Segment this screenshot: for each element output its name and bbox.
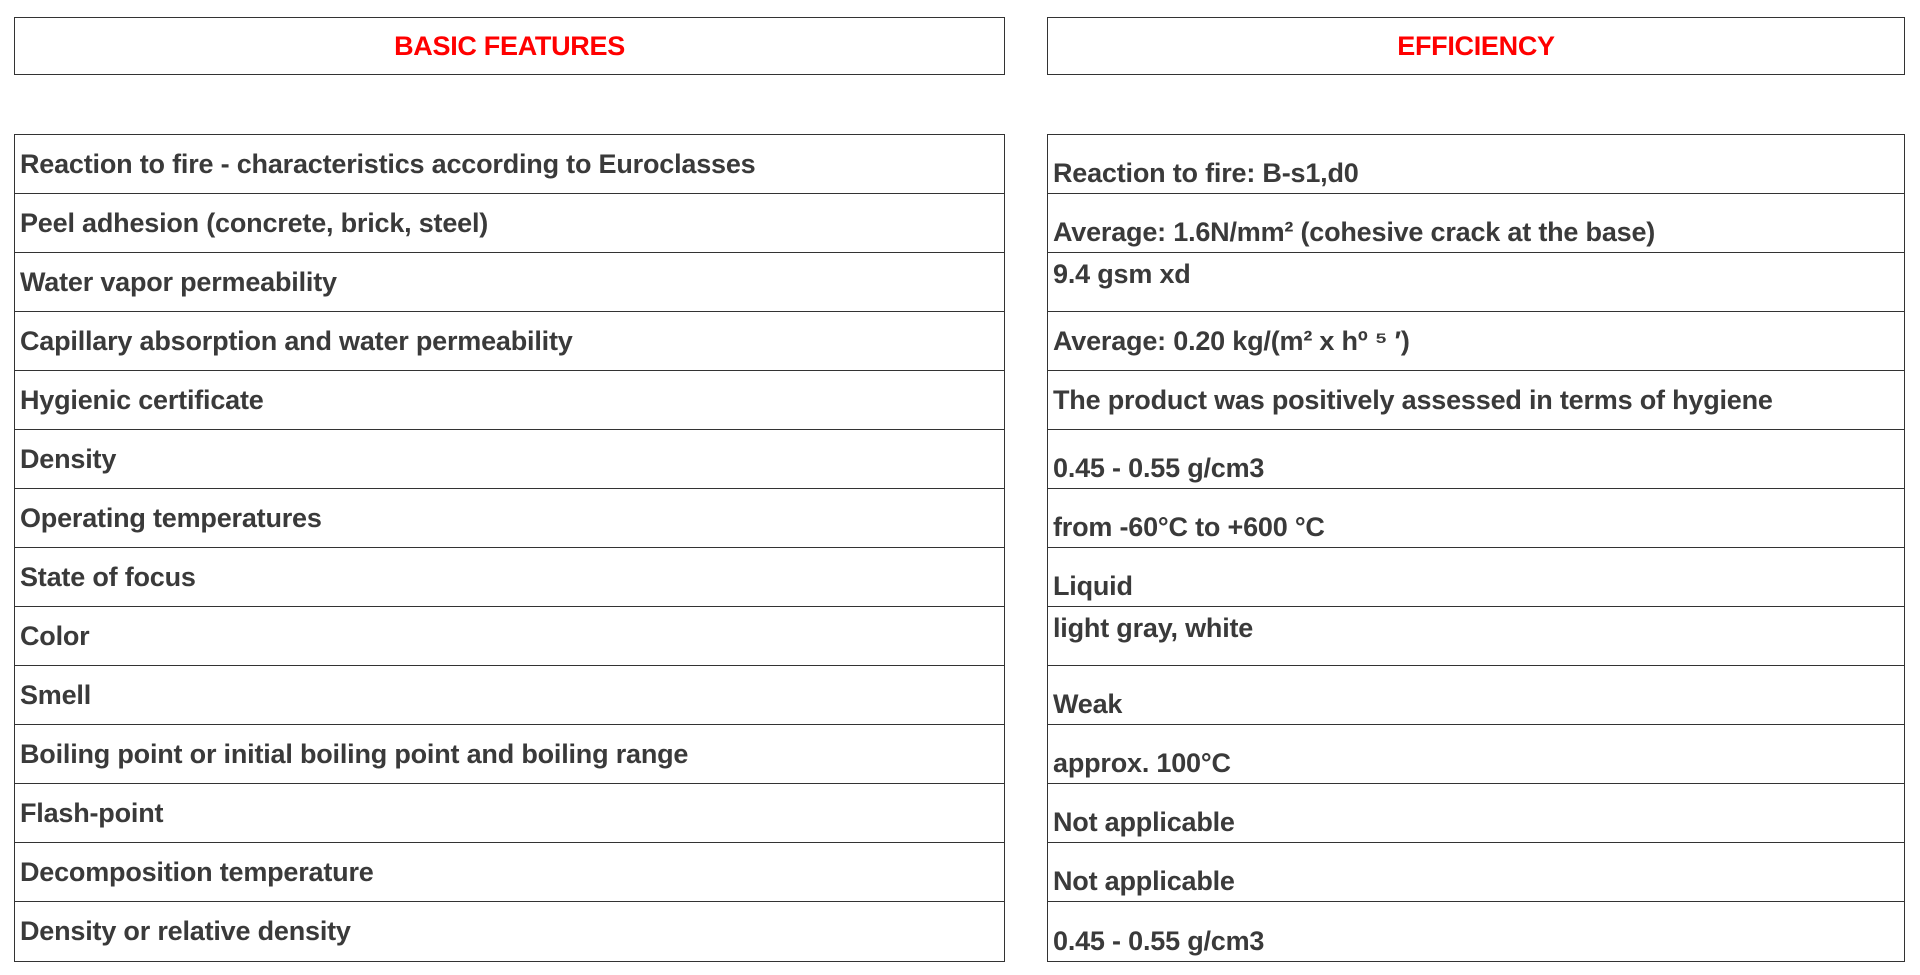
efficiency-value: 0.45 - 0.55 g/cm3	[1053, 926, 1265, 956]
efficiency-row	[1048, 548, 1904, 607]
efficiency-value: Average: 1.6N/mm² (cohesive crack at the base)	[1053, 217, 1656, 247]
feature-label: State of focus	[20, 561, 196, 592]
efficiency-value: Not applicable	[1053, 866, 1235, 896]
basic-features-header-label: BASIC FEATURES	[394, 30, 625, 61]
efficiency-row	[1048, 843, 1904, 902]
efficiency-value: Reaction to fire: B-s1,d0	[1053, 158, 1359, 188]
feature-row	[15, 784, 1004, 843]
feature-label: Operating temperatures	[20, 502, 322, 533]
efficiency-value: Liquid	[1053, 571, 1133, 601]
efficiency-value: 0.45 - 0.55 g/cm3	[1053, 453, 1265, 483]
feature-label: Hygienic certificate	[20, 384, 264, 415]
efficiency-row	[1048, 489, 1904, 548]
feature-row	[15, 253, 1004, 312]
efficiency-row	[1048, 902, 1904, 961]
feature-label: Decomposition temperature	[20, 856, 374, 887]
efficiency-value: 9.4 gsm xd	[1053, 259, 1191, 289]
feature-label: Density	[20, 443, 117, 474]
efficiency-header-label: EFFICIENCY	[1397, 30, 1555, 61]
basic-features-header	[14, 17, 1005, 75]
features-table	[14, 134, 1005, 962]
feature-row	[15, 607, 1004, 666]
feature-label: Smell	[20, 679, 92, 710]
efficiency-row	[1048, 666, 1904, 725]
feature-row	[15, 843, 1004, 902]
efficiency-row	[1048, 312, 1904, 371]
feature-row	[15, 902, 1004, 961]
feature-row	[15, 194, 1004, 253]
efficiency-row	[1048, 135, 1904, 194]
efficiency-value: The product was positively assessed in terms of hygiene	[1053, 384, 1773, 415]
efficiency-row	[1048, 430, 1904, 489]
efficiency-row	[1048, 784, 1904, 843]
efficiency-row	[1048, 194, 1904, 253]
efficiency-row	[1048, 607, 1904, 666]
feature-label: Density or relative density	[20, 916, 351, 946]
feature-label: Peel adhesion (concrete, brick, steel)	[20, 207, 489, 238]
feature-row	[15, 371, 1004, 430]
efficiency-header	[1047, 17, 1905, 75]
efficiency-value: approx. 100°C	[1053, 748, 1231, 778]
efficiency-row	[1048, 253, 1904, 312]
efficiency-value: Weak	[1053, 689, 1123, 719]
efficiency-value: from -60°C to +600 °C	[1053, 512, 1325, 542]
efficiency-row	[1048, 725, 1904, 784]
efficiency-row	[1048, 371, 1904, 430]
feature-label: Capillary absorption and water permeability	[20, 325, 573, 356]
feature-label: Flash-point	[20, 797, 164, 828]
efficiency-value: Not applicable	[1053, 807, 1235, 837]
feature-row	[15, 725, 1004, 784]
efficiency-value: light gray, white	[1053, 613, 1254, 643]
feature-row	[15, 135, 1004, 194]
feature-label: Color	[20, 620, 90, 651]
feature-row	[15, 430, 1004, 489]
efficiency-table	[1047, 134, 1905, 962]
feature-row	[15, 548, 1004, 607]
feature-row	[15, 312, 1004, 371]
feature-row	[15, 666, 1004, 725]
feature-label: Water vapor permeability	[20, 266, 337, 297]
feature-label: Reaction to fire - characteristics according to Euroclasses	[20, 148, 756, 179]
feature-label: Boiling point or initial boiling point and boiling range	[20, 738, 689, 769]
feature-row	[15, 489, 1004, 548]
efficiency-value: Average: 0.20 kg/(m² x hº ⁵ ′)	[1053, 325, 1410, 356]
